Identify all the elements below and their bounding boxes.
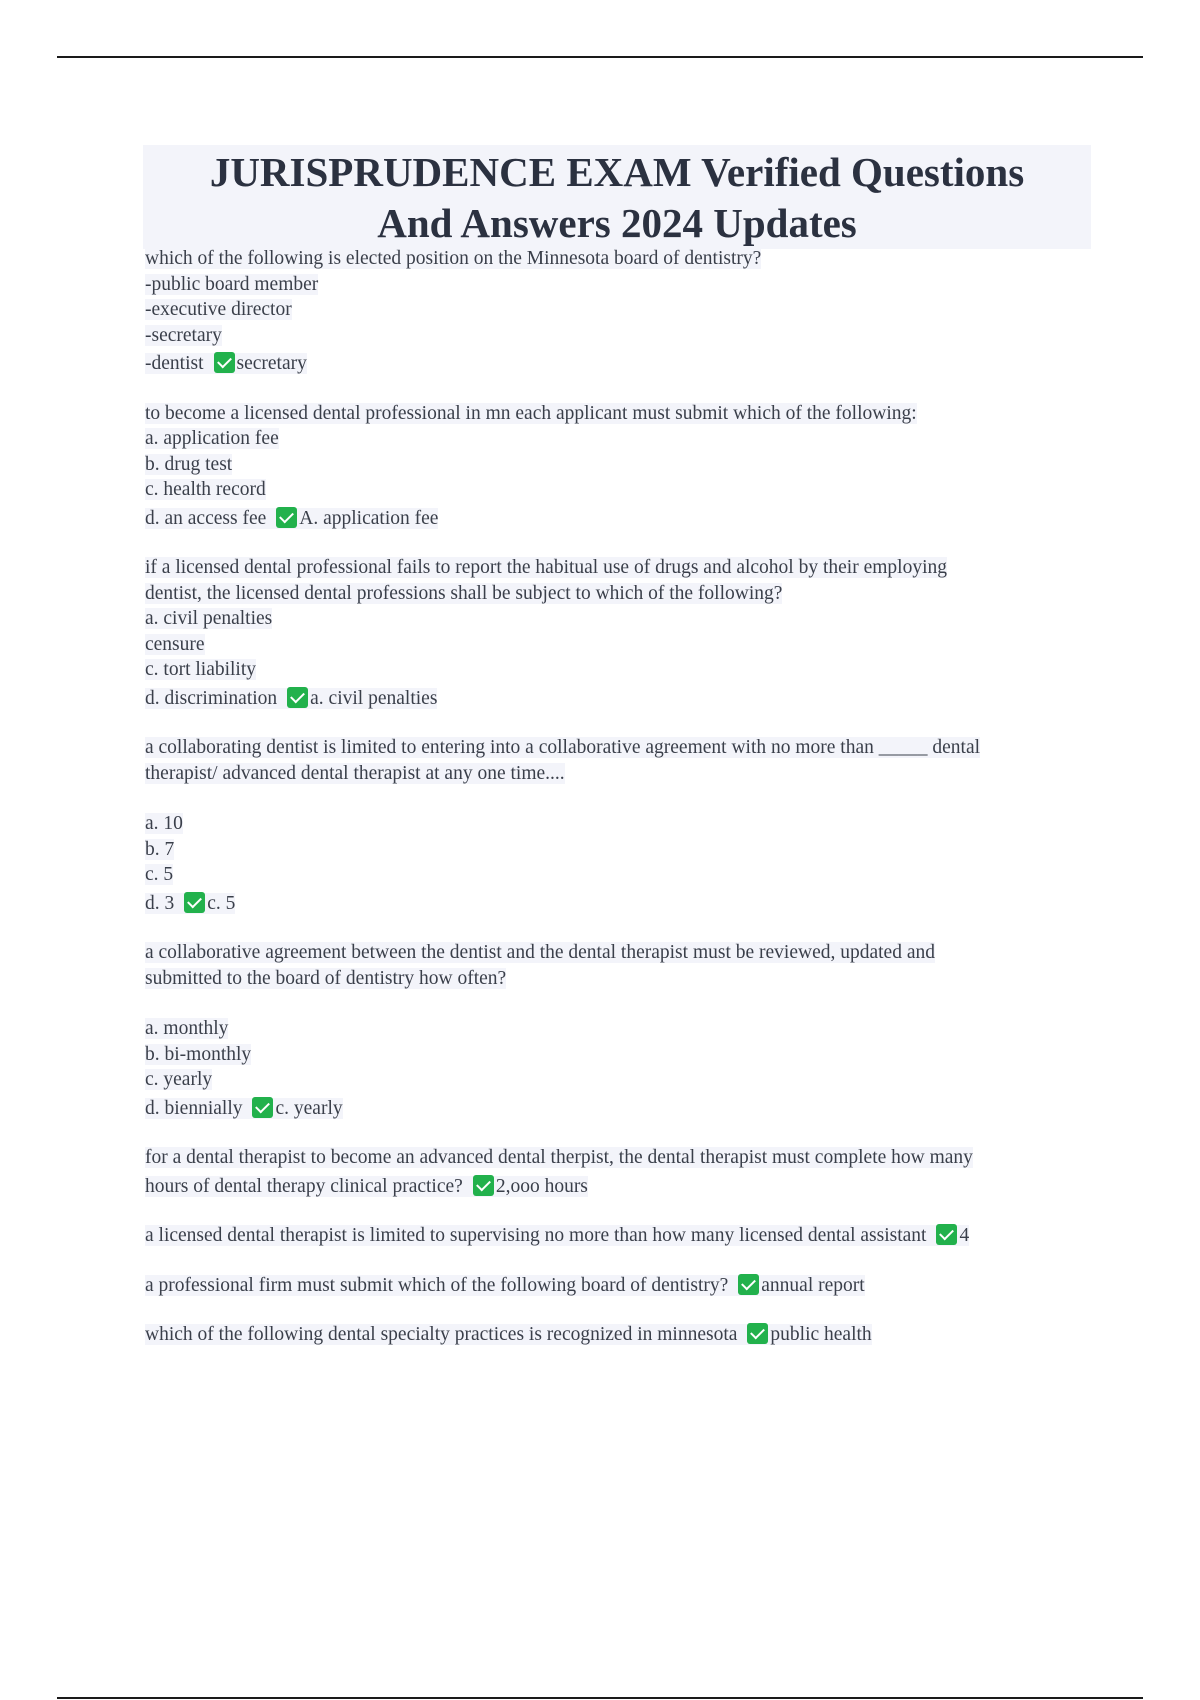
option-text: d. an access fee bbox=[145, 507, 267, 529]
top-rule bbox=[57, 56, 1143, 58]
title-line-1: JURISPRUDENCE EXAM Verified Questions bbox=[209, 149, 1025, 195]
title-block bbox=[143, 145, 1091, 249]
option-text: d. 3 bbox=[145, 892, 175, 914]
checkmark-icon bbox=[276, 507, 297, 528]
spacer bbox=[145, 991, 1095, 1016]
question-text: submitted to the board of dentistry how often? bbox=[145, 967, 507, 989]
answer-text: c. 5 bbox=[207, 892, 236, 914]
question-text: a collaborative agreement between the dentist and the dental therapist must be reviewed, updated and bbox=[145, 942, 935, 963]
question-text: if a licensed dental professional fails to report the habitual use of drugs and alcohol by their employing bbox=[145, 557, 947, 578]
bottom-rule bbox=[57, 1697, 1143, 1699]
option-text: d. discrimination bbox=[145, 687, 278, 709]
qa-item bbox=[145, 1322, 1095, 1348]
option-text: d. biennially bbox=[145, 1097, 243, 1119]
question-text: dentist, the licensed dental professions shall be subject to which of the following? bbox=[145, 582, 783, 604]
option-text: -dentist bbox=[145, 353, 204, 374]
qa-item bbox=[145, 246, 1095, 377]
checkmark-icon bbox=[184, 892, 205, 913]
title-line-2: And Answers 2024 Updates bbox=[377, 200, 857, 246]
option-text: a. application fee bbox=[145, 428, 279, 449]
question-text: hours of dental therapy clinical practice? bbox=[145, 1175, 463, 1197]
qa-item bbox=[145, 735, 1095, 916]
option-text: b. bi-monthly bbox=[145, 1043, 252, 1065]
checkmark-icon bbox=[747, 1323, 768, 1344]
checkmark-icon bbox=[738, 1274, 759, 1295]
checkmark-icon bbox=[287, 687, 308, 708]
checkmark-icon bbox=[936, 1224, 957, 1245]
option-text: -executive director bbox=[145, 299, 292, 320]
option-text: b. drug test bbox=[145, 453, 233, 475]
qa-item bbox=[145, 1145, 1095, 1199]
option-text: a. civil penalties bbox=[145, 608, 273, 629]
qa-item bbox=[145, 1273, 1095, 1299]
option-text: a. 10 bbox=[145, 813, 183, 834]
qa-item bbox=[145, 940, 1095, 1121]
answer-text: A. application fee bbox=[299, 507, 439, 529]
checkmark-icon bbox=[473, 1175, 494, 1196]
answer-text: secretary bbox=[236, 353, 307, 374]
answer-text: public health bbox=[770, 1324, 872, 1345]
answer-text: a. civil penalties bbox=[310, 687, 438, 709]
qa-item bbox=[145, 555, 1095, 711]
checkmark-icon bbox=[214, 352, 235, 373]
answer-text: 4 bbox=[959, 1225, 970, 1246]
option-text: c. tort liability bbox=[145, 659, 257, 680]
checkmark-icon bbox=[252, 1097, 273, 1118]
question-text: a professional firm must submit which of the following board of dentistry? bbox=[145, 1274, 729, 1296]
question-text: which of the following dental specialty practices is recognized in minnesota bbox=[145, 1324, 738, 1345]
question-text: to become a licensed dental professional in mn each applicant must submit which of the following: bbox=[145, 402, 917, 424]
question-text: which of the following is elected position on the Minnesota board of dentistry? bbox=[145, 248, 762, 269]
answer-text: c. yearly bbox=[275, 1097, 343, 1119]
option-text: c. 5 bbox=[145, 864, 174, 885]
qa-item bbox=[145, 1223, 1095, 1249]
document-title bbox=[143, 145, 1091, 249]
question-text: a collaborating dentist is limited to entering into a collaborative agreement with no more than _____ dental bbox=[145, 737, 981, 758]
qa-item bbox=[145, 401, 1095, 532]
option-text: censure bbox=[145, 633, 205, 655]
qa-list bbox=[145, 246, 1095, 1372]
question-text: therapist/ advanced dental therapist at any one time.... bbox=[145, 762, 565, 784]
answer-text: annual report bbox=[761, 1274, 865, 1296]
question-text: a licensed dental therapist is limited to supervising no more than how many licensed dental assistant bbox=[145, 1225, 927, 1246]
answer-text: 2,ooo hours bbox=[495, 1175, 588, 1197]
option-text: -public board member bbox=[145, 273, 319, 295]
option-text: c. health record bbox=[145, 479, 266, 500]
spacer bbox=[145, 786, 1095, 811]
option-text: b. 7 bbox=[145, 838, 175, 860]
option-text: c. yearly bbox=[145, 1069, 213, 1090]
option-text: a. monthly bbox=[145, 1018, 229, 1039]
question-text: for a dental therapist to become an advanced dental therpist, the dental therapist must complete how many bbox=[145, 1147, 973, 1168]
option-text: -secretary bbox=[145, 324, 222, 346]
